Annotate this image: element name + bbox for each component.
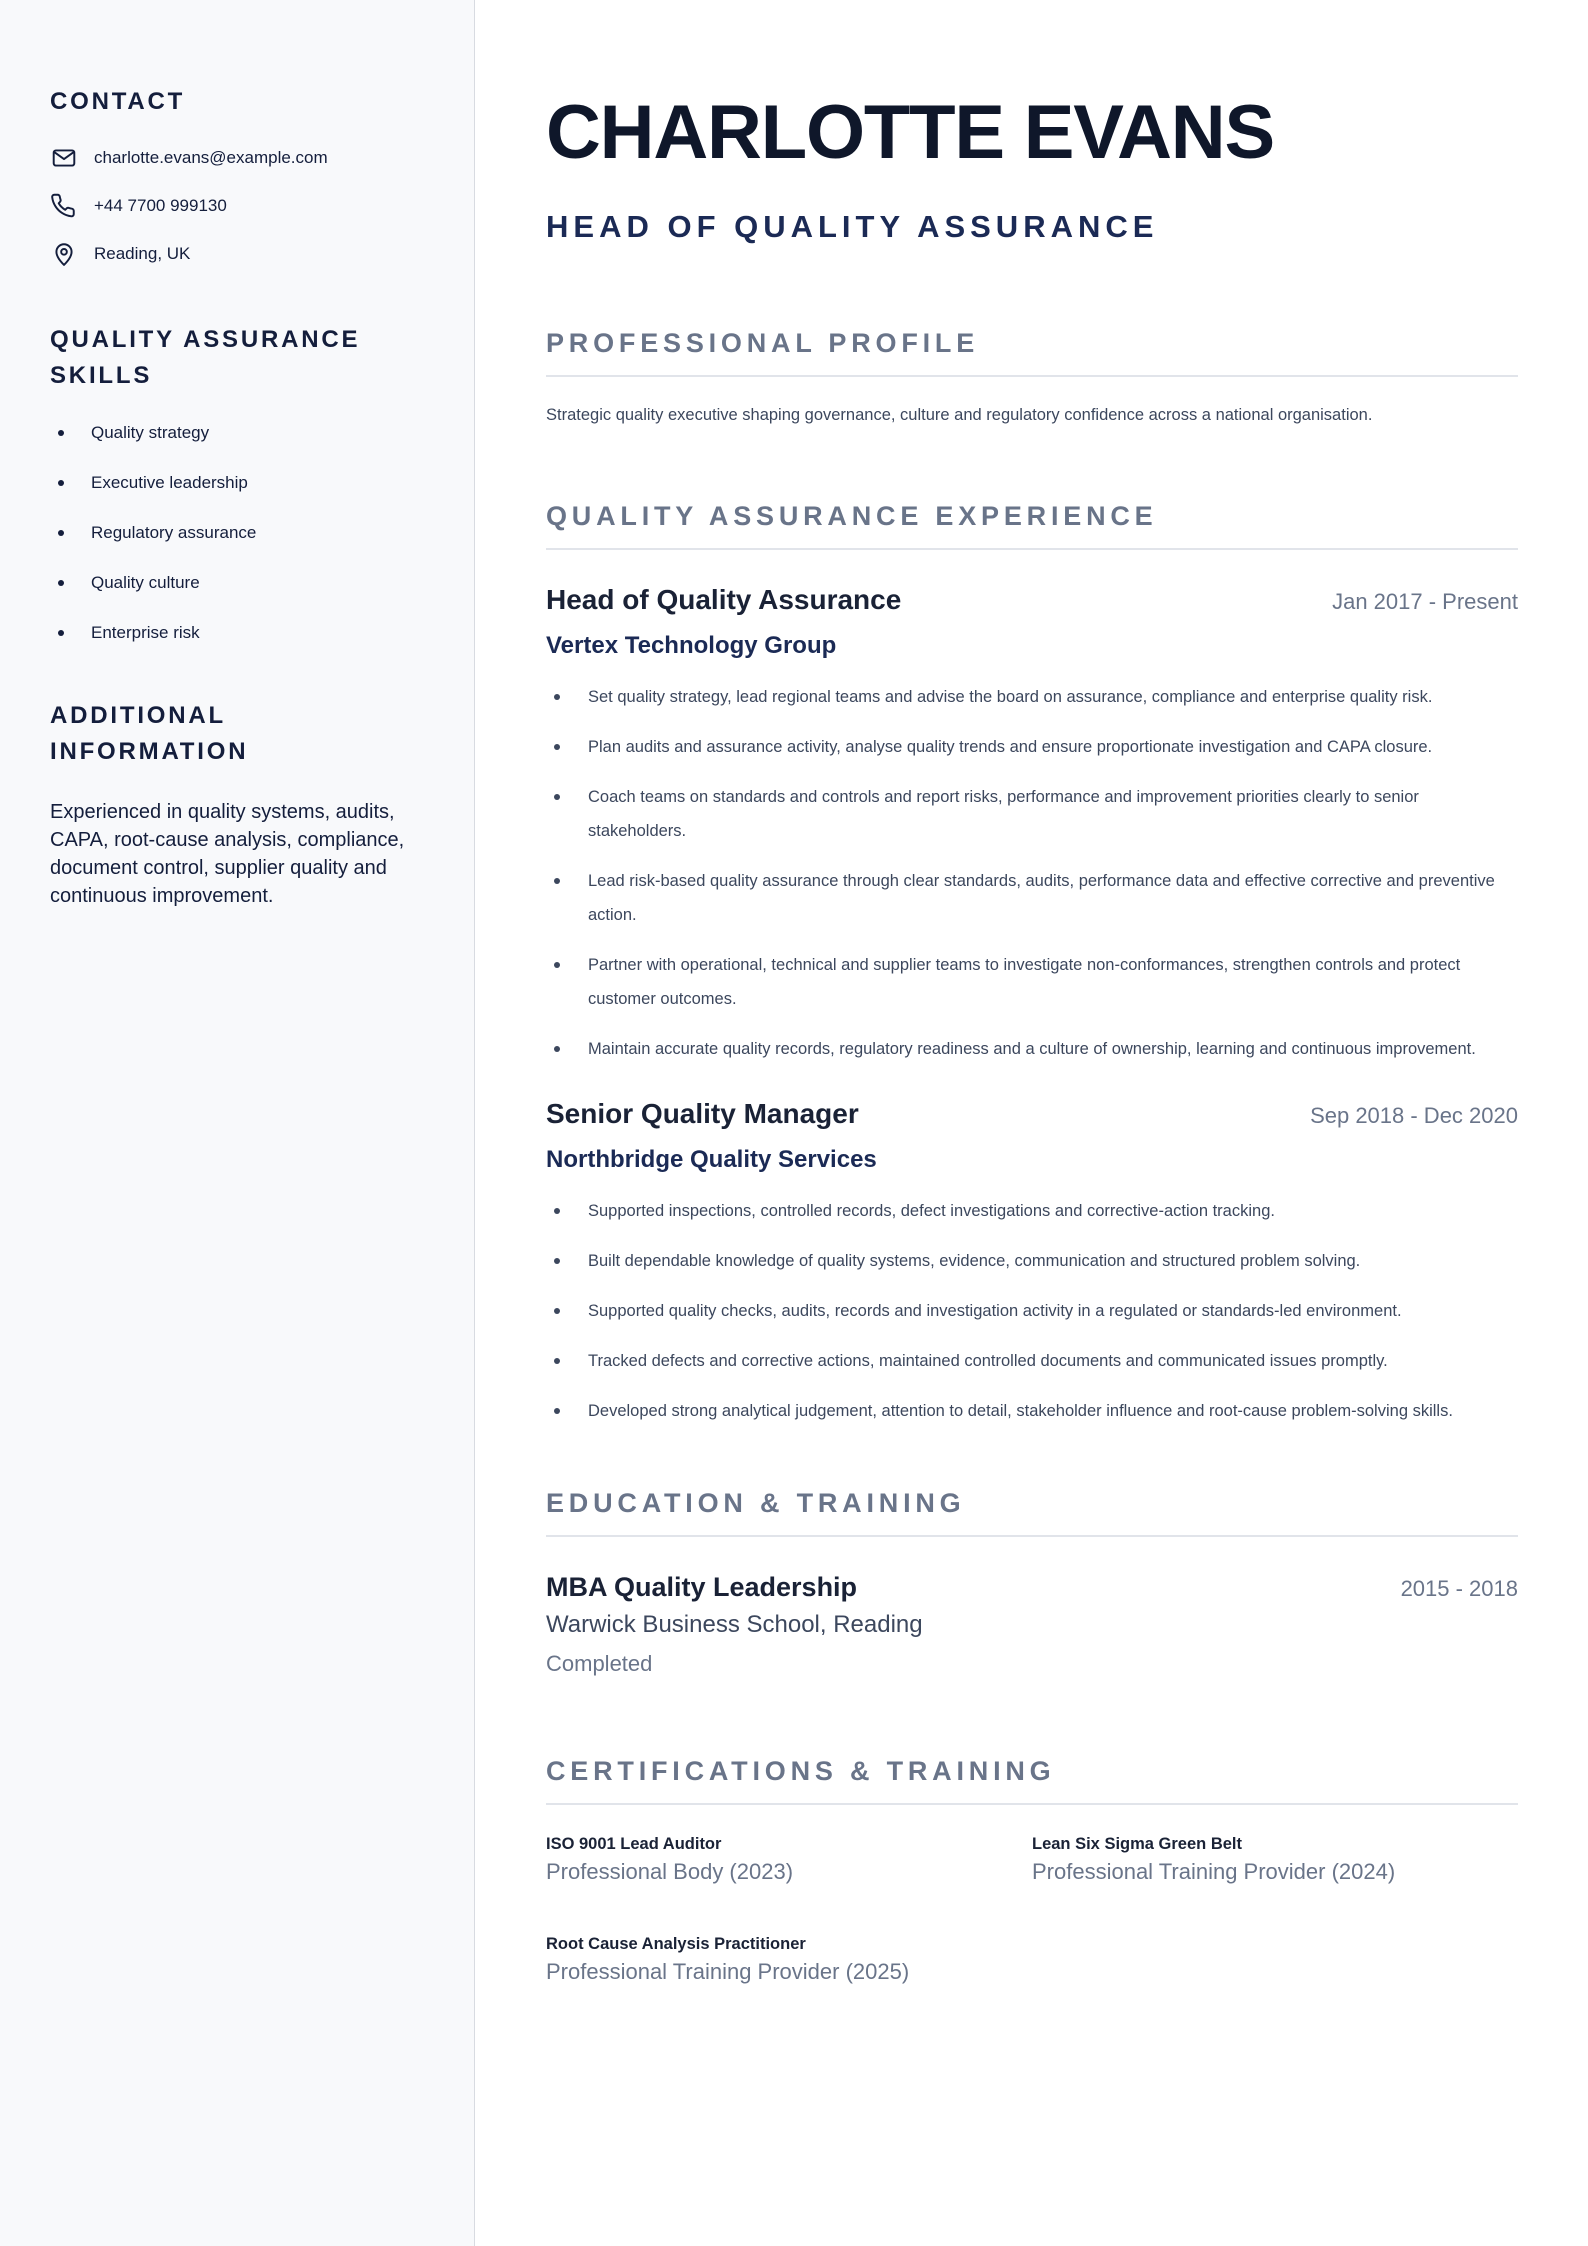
- skills-list: [50, 420, 424, 646]
- list-item: [50, 520, 424, 546]
- list-item: [546, 948, 1518, 1016]
- bullet-text: Coach teams on standards and controls and report risks, performance and improvement priorities clearly to senior stakeholders.: [588, 788, 1419, 840]
- bullet-dot: [554, 694, 560, 700]
- skill-label: Enterprise risk: [91, 623, 200, 642]
- list-item: [50, 620, 424, 646]
- bullet-dot: [554, 1208, 560, 1214]
- list-item: [546, 1344, 1518, 1378]
- education-status: Completed: [546, 1651, 653, 1676]
- certification-issuer: Professional Body (2023): [546, 1859, 794, 1884]
- phone-icon: [50, 192, 78, 220]
- job-header: [546, 1096, 1518, 1132]
- bullet-dot: [554, 794, 560, 800]
- list-item: [50, 420, 424, 446]
- bullet-dot: [554, 962, 560, 968]
- job-title: Senior Quality Manager: [546, 1098, 859, 1129]
- profile-text: Strategic quality executive shaping governance, culture and regulatory confidence across a national organisation.: [546, 406, 1373, 424]
- bullet-text: Supported inspections, controlled records, defect investigations and corrective-action tracking.: [588, 1202, 1275, 1220]
- list-item: [546, 730, 1518, 764]
- candidate-name: CHARLOTTE EVANS: [546, 90, 1274, 175]
- bullet-text: Developed strong analytical judgement, attention to detail, stakeholder influence and root-cause problem-solving skills.: [588, 1402, 1453, 1420]
- location-pin-icon: [50, 240, 78, 268]
- skill-label: Executive leadership: [91, 473, 248, 492]
- bullet-text: Lead risk-based quality assurance through clear standards, audits, performance data and effective corrective and preventive action.: [588, 872, 1495, 924]
- certification-issuer: Professional Training Provider (2024): [1032, 1859, 1396, 1884]
- sidebar: [0, 0, 475, 2246]
- section-heading: QUALITY ASSURANCE EXPERIENCE: [546, 501, 1158, 531]
- additional-info-heading: ADDITIONAL INFORMATION: [50, 702, 249, 765]
- email-link[interactable]: charlotte.evans@example.com: [94, 148, 328, 167]
- degree-title: MBA Quality Leadership: [546, 1572, 858, 1602]
- list-item: [546, 1032, 1518, 1066]
- list-item: [50, 570, 424, 596]
- list-item: [546, 1294, 1518, 1328]
- skills-heading: QUALITY ASSURANCE SKILLS: [50, 326, 361, 389]
- certifications-section: [546, 1752, 1518, 1987]
- bullet-dot: [554, 1408, 560, 1414]
- certification-item: [546, 1933, 1032, 1987]
- certification-issuer: Professional Training Provider (2025): [546, 1959, 910, 1984]
- bullet-text: Supported quality checks, audits, records and investigation activity in a regulated or standards-led environment.: [588, 1302, 1402, 1320]
- list-item: [546, 1194, 1518, 1228]
- list-item: [546, 864, 1518, 932]
- bullet-dot: [58, 530, 64, 536]
- section-heading: CERTIFICATIONS & TRAINING: [546, 1756, 1056, 1786]
- main-content: [475, 0, 1588, 2246]
- bullet-dot: [58, 630, 64, 636]
- additional-info-text: Experienced in quality systems, audits, CAPA, root-cause analysis, compliance, document control, supplier quality and continuous improvement.: [50, 801, 405, 907]
- job-entry: [546, 582, 1518, 1066]
- certifications-grid: [546, 1833, 1518, 1987]
- profile-section: [546, 324, 1518, 427]
- section-heading: PROFESSIONAL PROFILE: [546, 328, 980, 358]
- bullet-text: Set quality strategy, lead regional teams and advise the board on assurance, compliance and enterprise quality risk.: [588, 688, 1433, 706]
- skill-label: Quality strategy: [91, 423, 210, 442]
- contact-email: [50, 142, 424, 174]
- bullet-dot: [58, 480, 64, 486]
- bullet-dot: [554, 878, 560, 884]
- job-title: Head of Quality Assurance: [546, 584, 902, 615]
- list-item: [546, 780, 1518, 848]
- bullet-dot: [554, 1308, 560, 1314]
- education-entry: [546, 1569, 1518, 1680]
- bullet-text: Tracked defects and corrective actions, maintained controlled documents and communicated issues promptly.: [588, 1352, 1388, 1370]
- company-name: Northbridge Quality Services: [546, 1146, 877, 1173]
- skill-label: Quality culture: [91, 573, 200, 592]
- certification-name: Root Cause Analysis Practitioner: [546, 1935, 806, 1953]
- company-name: Vertex Technology Group: [546, 632, 837, 659]
- job-entry: [546, 1096, 1518, 1428]
- contact-heading: CONTACT: [50, 88, 186, 115]
- education-dates: 2015 - 2018: [1400, 1576, 1518, 1601]
- job-header: [546, 582, 1518, 618]
- contact-phone: [50, 190, 424, 222]
- bullet-text: Partner with operational, technical and supplier teams to investigate non-conformances, strengthen controls and protect customer outcomes.: [588, 956, 1461, 1008]
- divider: [546, 1803, 1518, 1805]
- certification-item: [1032, 1833, 1518, 1887]
- contact-list: [50, 142, 424, 270]
- bullet-text: Maintain accurate quality records, regulatory readiness and a culture of ownership, learning and continuous improvement.: [588, 1040, 1476, 1058]
- list-item: [546, 680, 1518, 714]
- skill-label: Regulatory assurance: [91, 523, 257, 542]
- bullet-dot: [554, 744, 560, 750]
- phone-text: +44 7700 999130: [94, 196, 227, 215]
- certification-name: ISO 9001 Lead Auditor: [546, 1835, 722, 1853]
- certification-name: Lean Six Sigma Green Belt: [1032, 1835, 1242, 1853]
- contact-location: [50, 238, 424, 270]
- bullet-text: Built dependable knowledge of quality systems, evidence, communication and structured problem solving.: [588, 1252, 1361, 1270]
- bullet-text: Plan audits and assurance activity, analyse quality trends and ensure proportionate investigation and CAPA closure.: [588, 738, 1433, 756]
- divider: [546, 1535, 1518, 1537]
- job-title-headline: HEAD OF QUALITY ASSURANCE: [546, 209, 1159, 244]
- education-section: [546, 1484, 1518, 1680]
- job-bullets: [546, 1194, 1518, 1428]
- job-dates: Sep 2018 - Dec 2020: [1310, 1103, 1518, 1128]
- mail-icon: [50, 144, 78, 172]
- list-item: [546, 1394, 1518, 1428]
- bullet-dot: [554, 1046, 560, 1052]
- section-heading: EDUCATION & TRAINING: [546, 1488, 966, 1518]
- certification-item: [546, 1833, 1032, 1887]
- bullet-dot: [58, 430, 64, 436]
- experience-section: [546, 497, 1518, 1428]
- list-item: [50, 470, 424, 496]
- location-text: Reading, UK: [94, 244, 191, 263]
- divider: [546, 548, 1518, 550]
- bullet-dot: [58, 580, 64, 586]
- school-name: Warwick Business School, Reading: [546, 1611, 923, 1638]
- job-dates: Jan 2017 - Present: [1332, 589, 1518, 614]
- bullet-dot: [554, 1358, 560, 1364]
- divider: [546, 375, 1518, 377]
- job-bullets: [546, 680, 1518, 1066]
- education-header: [546, 1569, 1518, 1605]
- bullet-dot: [554, 1258, 560, 1264]
- list-item: [546, 1244, 1518, 1278]
